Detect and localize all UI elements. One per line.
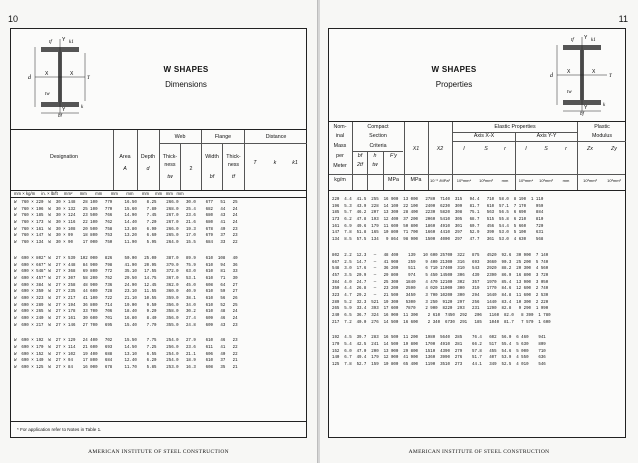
table-row: 289 5.2 32.3 521 19 300 5300 3 250 9120 297 256 1440 83.4 10 300 2 220 — [332, 300, 549, 305]
unit-sx: 10³mm³ — [479, 178, 493, 183]
header-sx: S — [484, 146, 488, 152]
fig-label-k1: k1 — [69, 40, 74, 45]
table-row: 217 7.2 40.0 276 14 500 16 600 2 340 6730 291 185 1040 81.7 7 570 1 600 — [332, 320, 551, 325]
header-section: Section — [369, 133, 387, 139]
header-area-symbol: A — [123, 166, 127, 172]
table-row: W 760 × 173 W 30 × 116 22 100 762 14.40 7.20 267.0 21.6 680 41 24 — [14, 221, 238, 226]
header-mass: Mass — [333, 143, 347, 149]
table-row: 152 6.0 47.0 200 13 000 29 800 1510 4390 279 57.8 455 54.6 5 000 710 — [332, 349, 546, 354]
w-shape-diagram-left — [25, 35, 95, 117]
footer-right: AMERICAN INSTITUTE OF STEEL CONSTRUCTION — [408, 449, 550, 455]
table-row: W 760 × 185 W 30 × 124 23 500 766 14.90 7.45 267.0 23.6 680 43 24 — [14, 214, 238, 219]
table-row: 147 7.8 51.8 165 10 800 71 700 1660 4410 297 52.9 399 53.0 5 100 631 — [332, 231, 544, 236]
fig-label-y-bottom: Y — [584, 105, 588, 111]
table-row: W 690 × 152 W 27 × 102 19 400 688 13.10 6.55 254.0 21.1 606 40 22 — [14, 352, 238, 357]
table-row: 170 5.4 42.5 241 14 500 19 800 1700 4910 281 66.2 517 55.4 5 630 809 — [332, 343, 546, 348]
right-page — [320, 0, 638, 463]
header-criteria: Criteria — [369, 143, 387, 149]
units-row-left: mm × kg/m in. × lb/ft mm² mm mm mm mm mm mm mm mm — [11, 190, 306, 198]
header-ry: r — [565, 146, 567, 152]
page-title-left: W SHAPES — [163, 65, 209, 74]
header-depth-symbol: d — [146, 166, 150, 172]
page-subtitle-right: Properties — [435, 80, 473, 89]
table-row: W 760 × 220 W 30 × 148 28 100 779 16.50 8.25 266.0 30.0 677 51 25 — [14, 201, 238, 205]
table-row: W 690 × 192 W 27 × 129 24 400 702 15.50 7.75 254.0 27.9 610 46 23 — [14, 339, 238, 344]
fig-label-k1: k1 — [591, 38, 596, 43]
table-row: W 690 × 802* W 27 × 539 102 000 826 50.00 25.00 387.0 89.9 610 108 40 — [14, 256, 238, 261]
header-web-thick: Thick- — [162, 154, 178, 160]
header-meter: Meter — [333, 163, 347, 169]
header-fy: F'y — [390, 153, 397, 159]
table-row: W 690 × 240 W 27 × 161 30 600 701 16.80 8.40 356.0 27.4 609 46 24 — [14, 317, 238, 321]
table-row: W 760 × 161 W 30 × 108 20 500 758 13.80 6.90 266.0 19.3 678 40 23 — [14, 227, 238, 232]
unit-ix: 10⁶mm⁴ — [456, 178, 472, 183]
footnote: * For application refer to Notes in Table 1. — [17, 427, 102, 432]
table-row: W 690 × 548* W 27 × 368 69 800 772 35.10 17.55 372.0 63.0 610 81 33 — [14, 270, 238, 275]
row-group-w690-heavy — [11, 256, 306, 330]
header-ix: I — [463, 146, 465, 152]
header-distance-k: k — [273, 160, 277, 166]
header-compact: Compact — [367, 124, 389, 130]
table-row: W 760 × 147 W 30 × 99 18 800 753 13.20 6.60 265.0 17.0 679 37 23 — [14, 234, 238, 239]
header-modulus: Modulus — [591, 133, 613, 139]
header-web: Web — [174, 134, 186, 140]
page-number-left: 10 — [8, 14, 19, 24]
header-web-tw-half: 2 — [189, 166, 193, 172]
fig-label-tw: tw — [567, 90, 572, 95]
table-row: 134 8.5 57.5 134 9 864 98 900 1500 4000 297 47.7 361 53.0 4 630 568 — [332, 238, 544, 243]
dimensions-header — [11, 129, 306, 191]
row-group-w760 — [329, 197, 625, 244]
header-elastic-properties: Elastic Properties — [494, 124, 536, 130]
header-nominal: Nom- — [333, 124, 347, 130]
dimensions-rows — [11, 200, 306, 372]
header-designation: Designation — [50, 154, 78, 160]
row-group-w690-light — [329, 335, 625, 368]
header-zy: Zy — [611, 146, 617, 152]
unit-iy: 10⁶mm⁴ — [518, 178, 534, 183]
fig-label-t: T — [87, 76, 90, 81]
title-block-right — [399, 65, 509, 89]
row-group-w760 — [11, 200, 306, 247]
unit-rx: mm — [501, 178, 509, 183]
properties-rows — [329, 197, 625, 369]
unit-sy: 10³mm³ — [539, 178, 553, 183]
footer-left: AMERICAN INSTITUTE OF STEEL CONSTRUCTION — [88, 449, 229, 455]
header-kgm: kg/m — [334, 177, 346, 183]
header-plastic: Plastic — [594, 124, 610, 130]
table-row: W 690 × 265 W 27 × 178 33 700 706 18.40 9.20 358.0 30.2 610 48 24 — [14, 310, 238, 315]
fig-label-y-top: Y — [584, 35, 588, 41]
fig-label-d: d — [28, 75, 31, 81]
fig-label-tf: tf — [571, 38, 574, 43]
table-row: W 690 × 323 W 27 × 217 41 100 722 21.10 10.55 359.0 38.1 610 56 26 — [14, 296, 238, 301]
table-row: W 690 × 667* W 27 × 448 84 900 798 41.90 20.95 379.0 75.9 610 94 36 — [14, 263, 238, 268]
table-row: 196 5.3 43.9 228 14 100 22 100 2400 6230 309 81.7 610 57.1 7 170 959 — [332, 204, 544, 209]
table-row: W 690 × 384 W 27 × 258 48 900 736 24.90 12.45 362.0 45.0 608 64 27 — [14, 283, 238, 288]
unit-ry: mm — [562, 178, 570, 183]
page-number-right: 11 — [618, 14, 628, 24]
fig-label-y-top: Y — [62, 37, 66, 43]
unit-zy: 10³mm³ — [607, 178, 621, 183]
header-flange-ness: ness — [227, 162, 240, 168]
header-per: per — [336, 153, 344, 159]
header-rx: r — [504, 146, 506, 152]
header-zx: Zx — [587, 146, 593, 152]
title-block-left — [131, 65, 241, 89]
header-x1-unit: MPa — [410, 177, 422, 183]
header-area: Area — [119, 154, 131, 160]
header-iy: I — [525, 146, 527, 152]
table-row: 265 5.9 33.4 393 17 600 7870 2 900 8220 293 231 1290 82.8 9 290 1 990 — [332, 307, 549, 312]
header-inal: inal — [335, 133, 345, 139]
table-row: 323 4.7 29.2 — 21 500 3450 3 700 10200 300 294 1640 84.8 11 600 2 530 — [332, 293, 549, 298]
fig-label-x-left: X — [567, 69, 571, 75]
header-axis-yy: Axis Y-Y — [536, 133, 557, 139]
table-row: W 690 × 125 W 27 × 84 16 000 678 11.70 5.85 253.0 16.3 608 35 21 — [14, 366, 238, 371]
header-distance-t: T — [253, 160, 257, 166]
header-distance-k1: k1 — [292, 160, 298, 166]
table-row: 192 4.5 39.7 283 16 500 11 200 1980 5640 285 76.4 602 56.0 6 460 941 — [332, 336, 546, 341]
header-flange-bf: bf — [209, 174, 215, 180]
header-depth: Depth — [140, 154, 156, 160]
header-fy-unit: MPa — [388, 177, 399, 183]
header-flange-width: Width — [205, 154, 219, 160]
fig-label-d: d — [550, 73, 553, 79]
fig-label-k: k — [81, 105, 84, 110]
header-web-tw: tw — [167, 174, 173, 180]
header-htw-den: tw — [372, 162, 378, 168]
table-row: 548 3.0 17.6 — 36 200 511 6 710 17400 310 543 2920 88.2 20 300 4 560 — [332, 267, 549, 272]
table-row: 667 2.5 14.7 — 41 900 259 9 400 21300 316 693 3660 90.3 25 200 5 740 — [332, 260, 549, 265]
row-group-w690-light — [11, 338, 306, 371]
fig-label-k: k — [603, 103, 606, 108]
table-row: 161 6.9 49.6 179 11 600 50 800 1860 4910 301 60.7 456 54.4 5 660 720 — [332, 224, 544, 229]
header-x2: X2 — [436, 146, 444, 152]
properties-header — [329, 121, 625, 191]
table-row: W 690 × 217 W 27 × 146 27 700 695 15.40 7.70 355.0 24.8 609 43 23 — [14, 323, 238, 328]
header-bf2tf-den: 2tf — [357, 162, 363, 168]
fig-label-x-right: X — [592, 69, 596, 75]
fig-label-y-bottom: Y — [62, 107, 66, 113]
unit-zx: 10³mm³ — [583, 178, 597, 183]
header-distance: Distance — [265, 134, 287, 140]
dimensions-table-frame — [10, 28, 307, 438]
row-group-w690-heavy — [329, 253, 625, 327]
header-x1: X1 — [412, 146, 420, 152]
fig-label-tf: tf — [49, 40, 52, 45]
page-subtitle-left: Dimensions — [165, 80, 207, 89]
header-axis-xx: Axis X-X — [473, 133, 495, 139]
w-shape-diagram-right — [547, 33, 617, 117]
table-row: 350 4.4 26.8 — 23 200 2590 4 020 11000 300 319 1770 84.6 12 600 2 740 — [332, 287, 549, 292]
table-row: W 690 × 140 W 27 × 94 17 800 684 12.40 6.20 254.0 18.9 610 37 21 — [14, 359, 238, 364]
left-page — [0, 0, 318, 463]
header-bf2tf: bf — [357, 153, 363, 159]
table-row: 802 2.2 12.3 — 48 400 139 10 600 25700 322 875 4520 92.6 30 900 7 140 — [332, 253, 549, 258]
table-row: 140 6.7 49.4 179 12 000 41 900 1360 3990 276 51.7 407 53.9 4 550 636 — [332, 356, 546, 361]
fig-label-x-right: X — [70, 71, 74, 77]
fig-label-bf: bf — [58, 114, 62, 117]
header-web-ness: ness — [164, 162, 176, 168]
table-row: W 690 × 170 W 27 × 114 21 600 693 14.50 7.25 256.0 23.6 611 41 22 — [14, 346, 238, 351]
table-row: 173 6.2 47.8 193 12 400 37 200 2060 5410 305 68.7 515 55.8 6 210 810 — [332, 218, 544, 223]
table-row: 384 4.0 24.7 — 25 300 1840 4 470 12100 302 357 1970 85.4 13 900 3 050 — [332, 280, 549, 285]
fig-label-tw: tw — [45, 92, 50, 97]
properties-table-frame — [328, 28, 626, 438]
fig-label-bf: bf — [580, 112, 584, 117]
header-flange: Flange — [214, 134, 232, 140]
table-row: 185 5.7 46.2 207 13 300 28 400 2230 5820 308 75.1 563 56.5 6 690 884 — [332, 211, 544, 216]
table-row: W 760 × 134 W 30 × 90 17 000 750 11.90 5.95 264.0 15.5 684 33 22 — [14, 241, 238, 246]
fig-label-t: T — [609, 74, 612, 79]
header-flange-thick: Thick- — [226, 154, 241, 160]
table-row: 457 3.5 20.9 — 29 800 974 5 450 14500 306 439 2390 86.9 16 800 3 720 — [332, 273, 549, 278]
table-row: W 690 × 350 W 27 × 235 44 600 728 23.10 11.55 360.0 40.9 610 59 27 — [14, 290, 238, 295]
fig-label-x-left: X — [45, 71, 49, 77]
header-x2-unit: 10⁻⁶ /MPa² — [430, 178, 450, 183]
table-row: W 760 × 196 W 30 × 132 25 100 770 15.60 7.80 268.0 25.4 682 44 24 — [14, 207, 238, 212]
page-title-right: W SHAPES — [431, 65, 477, 74]
table-row: 240 6.5 36.7 324 16 000 11 300 2 610 7450 292 206 1160 82.0 8 390 1 780 — [332, 314, 551, 318]
table-row: W 690 × 457* W 27 × 307 58 200 752 29.50 14.75 367.0 53.1 610 71 30 — [14, 276, 238, 281]
table-row: W 690 × 289 W 27 × 194 36 800 714 19.00 9.50 356.0 34.0 610 52 25 — [14, 303, 238, 308]
header-sy: S — [544, 146, 548, 152]
header-flange-tf: tf — [232, 174, 235, 180]
table-row: 220 4.4 41.5 255 16 900 13 000 2780 7140 315 94.4 710 58.0 8 190 1 110 — [332, 198, 544, 202]
table-row: 125 7.8 52.7 159 10 800 65 400 1190 3510 273 44.1 349 52.5 4 010 546 — [332, 363, 546, 368]
header-htw: h — [373, 153, 377, 159]
